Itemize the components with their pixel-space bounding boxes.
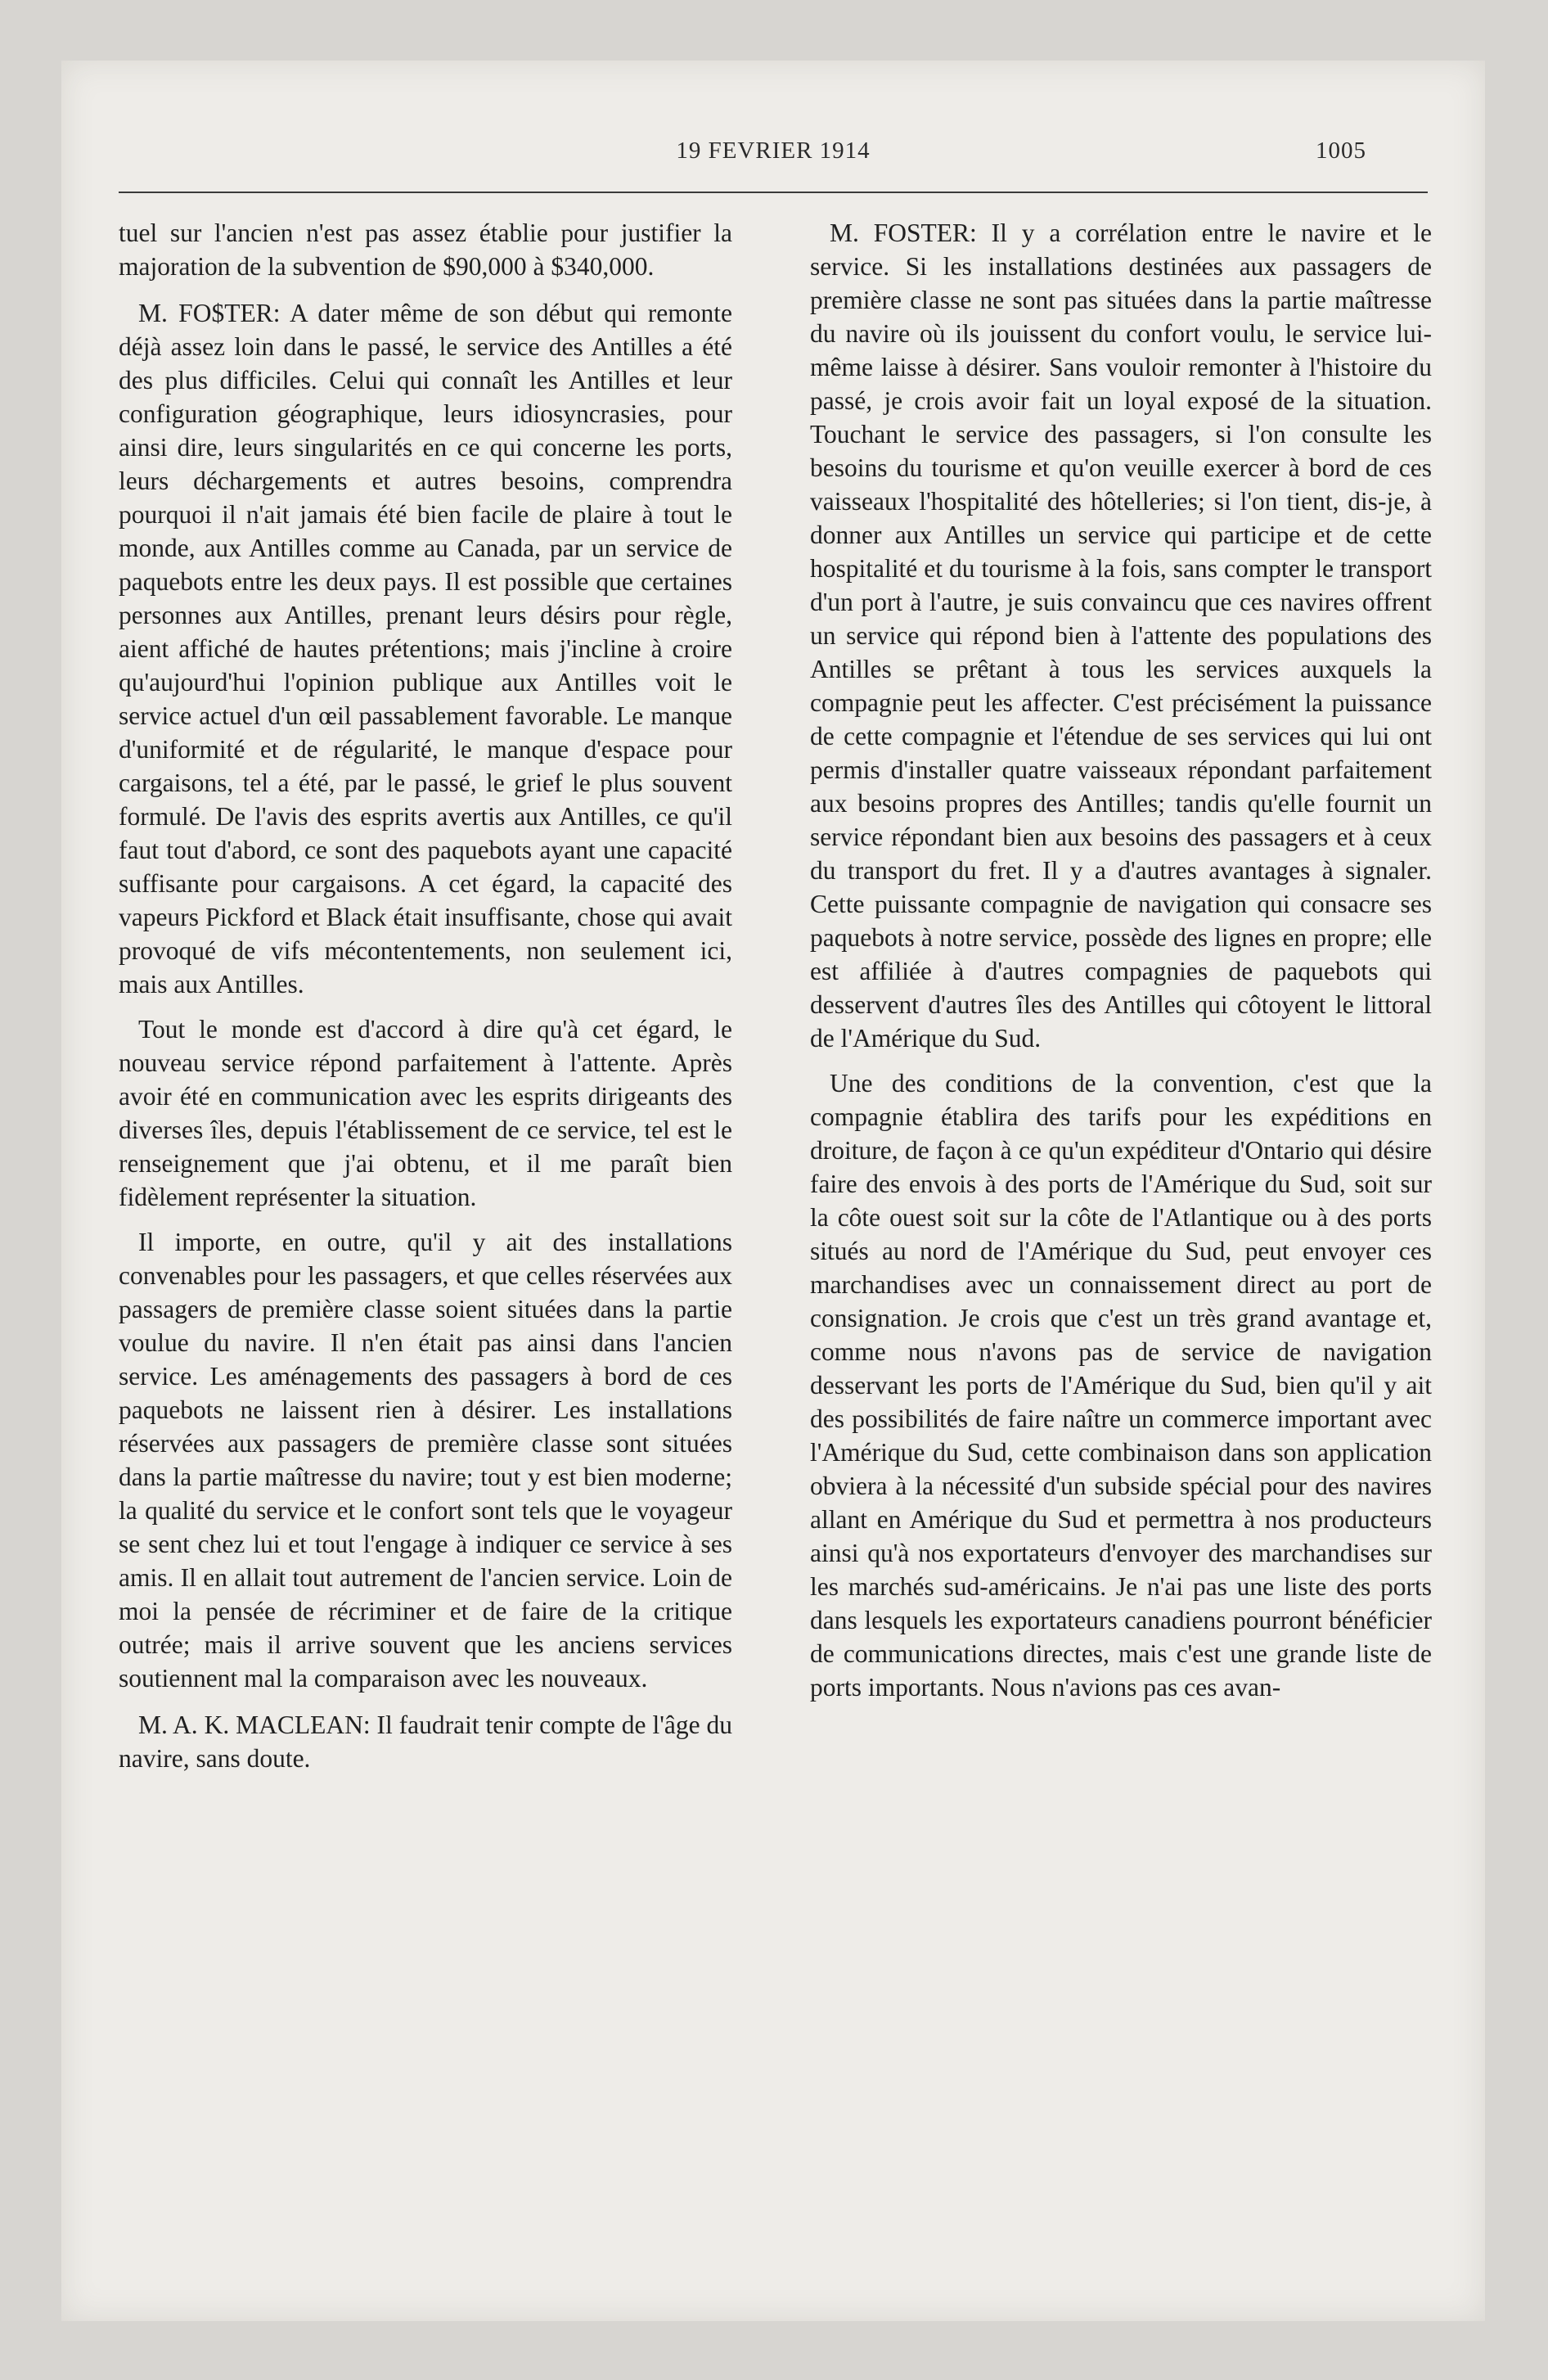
document-page [61,61,1485,2321]
header-date: 19 FEVRIER 1914 [676,137,871,164]
header-rule [119,192,1428,193]
paragraph: Tout le monde est d'accord à dire qu'à cet égard, le nouveau service répond parfaitement à l'attente. Après avoir été en communication avec les esprits dirigeants des diverses îles, depuis l'établissement de ce service, tel est le renseignement que j'ai obtenu, et il me paraît bien fidèlement représenter la situation. [119,1015,732,1211]
paragraph: tuel sur l'ancien n'est pas assez établie pour justifier la majoration de la subvention de $90,000 à $340,000. [119,219,732,281]
left-column [119,216,732,1787]
paragraph: M. A. K. MACLEAN: Il faudrait tenir compte de l'âge du navire, sans doute. [119,1711,732,1773]
paragraph: Une des conditions de la convention, c'est que la compagnie établira des tarifs pour les expéditions en droiture, de façon à ce qu'un expéditeur d'Ontario qui désire faire des envois à des ports de l'Amérique du Sud, soit sur la côte ouest soit sur la côte de l'Atlantique ou à des ports situés au nord de l'Amérique du Sud, peut envoyer ces marchandises avec un connaissement direct au port de consignation. Je crois que c'est un très grand avantage et, comme nous n'avons pas de service de navigation desservant les ports de l'Amérique du Sud, bien qu'il y ait des possibilités de faire naître un commerce important avec l'Amérique du Sud, cette combinaison dans son application obviera à la nécessité d'un subside spécial pour des navires allant en Amérique du Sud et permettra à nos producteurs ainsi qu'à nos exportateurs d'envoyer des marchandises sur les marchés sud-américains. Je n'ai pas une liste des ports dans lesquels les exportateurs canadiens pourront bénéficier de communications directes, mais c'est une grande liste de ports importants. Nous n'avions pas ces avan- [810,1069,1432,1702]
page-header [61,137,1485,178]
paragraph: Il importe, en outre, qu'il y ait des installations convenables pour les passagers, et que celles réservées aux passagers de première classe soient situées dans la partie voulue du navire. Il n'en était pas ainsi dans l'ancien service. Les aménagements des passagers à bord de ces paquebots ne laissent rien à désirer. Les installations réservées aux passagers de première classe sont situées dans la partie maîtresse du navire; tout y est bien moderne; la qualité du service et le confort sont tels que le voyageur se sent chez lui et tout l'engage à indiquer ce service à ses amis. Il en allait tout autrement de l'ancien service. Loin de moi la pensée de récriminer et de faire de la critique outrée; mais il arrive souvent que les anciens services soutiennent mal la comparaison avec les nouveaux. [119,1228,732,1693]
paragraph: M. FO$TER: A dater même de son début qui remonte déjà assez loin dans le passé, le service des Antilles a été des plus difficiles. Celui qui connaît les Antilles et leur configuration géographique, leurs idiosyncrasies, pour ainsi dire, leurs singularités en ce qui concerne les ports, leurs déchargements et autres besoins, comprendra pourquoi il n'ait jamais été bien facile de plaire à tout le monde, aux Antilles comme au Canada, par un service de paquebots entre les deux pays. Il est possible que certaines personnes aux Antilles, prenant leurs désirs pour règle, aient affiché de hautes prétentions; mais j'incline à croire qu'aujourd'hui l'opinion publique aux Antilles voit le service actuel d'un œil passablement favorable. Le manque d'uniformité et de régularité, le manque d'espace pour cargaisons, tel a été, par le passé, le grief le plus souvent formulé. De l'avis des esprits avertis aux Antilles, ce qu'il faut tout d'abord, ce sont des paquebots ayant une capacité suffisante pour cargaisons. A cet égard, la capacité des vapeurs Pickford et Black était insuffisante, chose qui avait provoqué de vifs mécontentements, non seulement ici, mais aux Antilles. [119,299,732,998]
page-number: 1005 [1316,137,1366,164]
paragraph: M. FOSTER: Il y a corrélation entre le navire et le service. Si les installations destinées aux passagers de première classe ne sont pas situées dans la partie maîtresse du navire où ils jouissent du confort voulu, le service lui-même laisse à désirer. Sans vouloir remonter à l'histoire du passé, je crois avoir fait un loyal exposé de la situation. Touchant le service des passagers, si l'on consulte les besoins du tourisme et qu'on veuille exercer à bord de ces vaisseaux l'hospitalité des hôtelleries; si l'on tient, dis-je, à donner aux Antilles un service qui participe et de cette hospitalité et du tourisme à la fois, sans compter le transport d'un port à l'autre, je suis convaincu que ces navires offrent un service qui répond bien à l'attente des populations des Antilles se prêtant à tous les services auxquels la compagnie peut les affecter. C'est précisément la puissance de cette compagnie et l'étendue de ses services qui lui ont permis d'installer quatre vaisseaux répondant parfaitement aux besoins propres des Antilles; tandis qu'elle fournit un service répondant bien aux besoins des passagers et à ceux du transport du fret. Il y a d'autres avantages à signaler. Cette puissante compagnie de navigation qui consacre ses paquebots à notre service, possède des lignes en propre; elle est affiliée à d'autres compagnies de paquebots qui desservent d'autres îles des Antilles qui côtoyent le littoral de l'Amérique du Sud. [810,219,1432,1053]
right-column [810,216,1432,1715]
